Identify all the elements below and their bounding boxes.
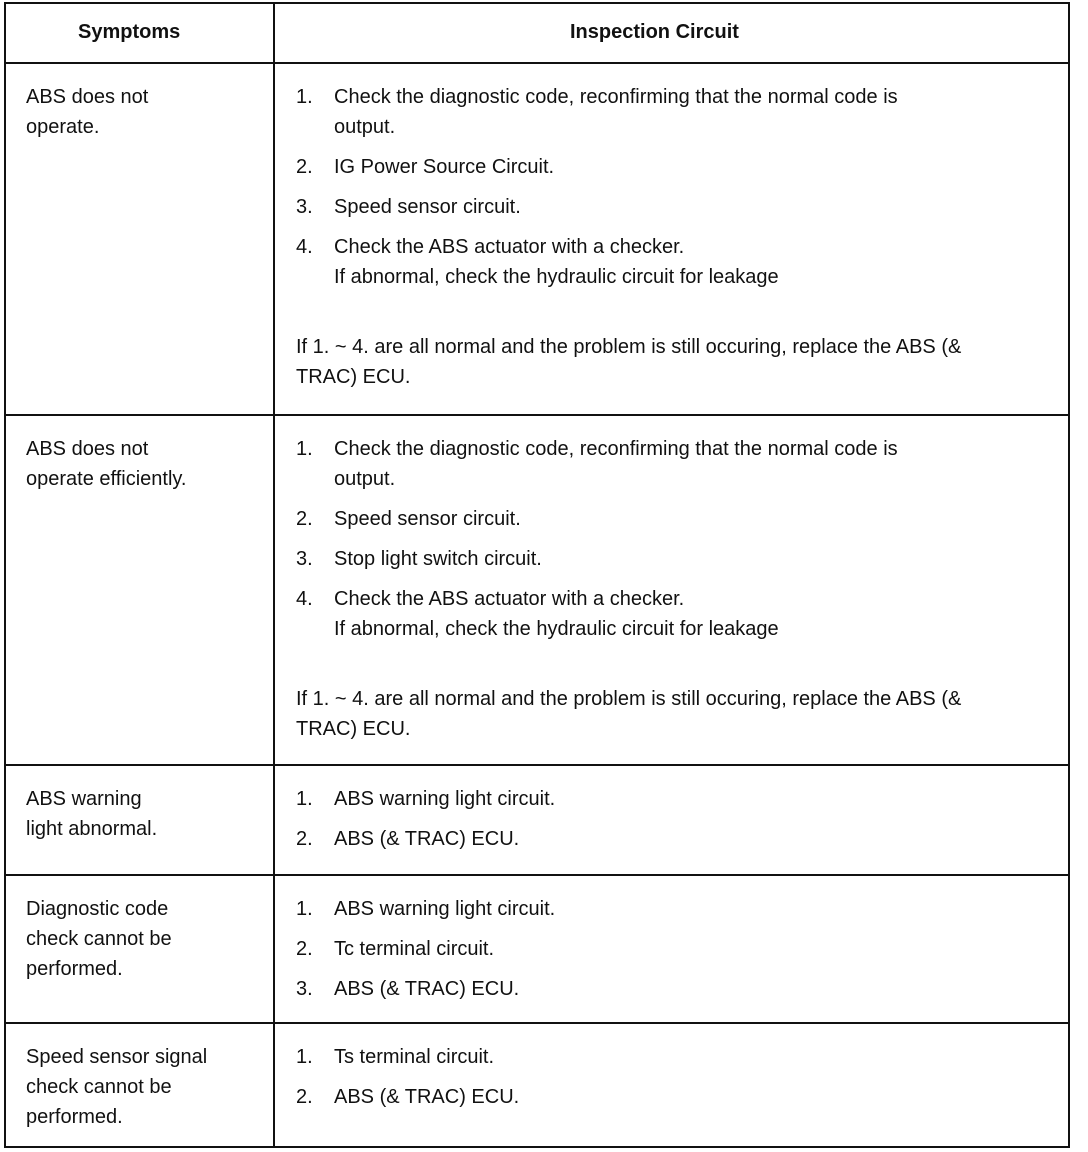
item-number: 3.: [296, 548, 313, 570]
item-number: 1.: [296, 898, 313, 920]
list-item: [296, 784, 1028, 814]
item-number: 1.: [296, 438, 313, 460]
list-item: [296, 434, 1028, 494]
item-text: ABS warning light circuit.: [334, 898, 556, 920]
list-item: [296, 82, 1028, 142]
symptom-cell: ABS does not operate efficiently.: [26, 438, 187, 490]
item-text: Ts terminal circuit.: [334, 1046, 495, 1068]
item-number: 2.: [296, 156, 313, 178]
list-item: [296, 504, 1028, 534]
symptoms-header: Symptoms: [78, 21, 181, 43]
item-text: ABS warning light circuit.: [334, 788, 556, 810]
symptom-table: [4, 2, 1070, 1148]
item-number: 1.: [296, 1046, 313, 1068]
item-number: 2.: [296, 828, 313, 850]
list-item: [296, 192, 1028, 222]
item-text: ABS (& TRAC) ECU.: [334, 828, 520, 850]
table-row: [6, 62, 1068, 414]
inspection-list: [296, 434, 1028, 654]
list-item: [296, 1082, 1028, 1112]
item-number: 3.: [296, 196, 313, 218]
inspection-list: [296, 1042, 1028, 1122]
item-number: 2.: [296, 938, 313, 960]
replace-ecu-note: If 1. ~ 4. are all normal and the problem is still occuring, replace the ABS (& TRAC) ECU.: [296, 688, 962, 740]
item-text: Check the diagnostic code, reconfirming that the normal code is output.: [334, 86, 898, 138]
item-number: 1.: [296, 788, 313, 810]
item-text: ABS (& TRAC) ECU.: [334, 978, 520, 1000]
item-number: 2.: [296, 1086, 313, 1108]
symptom-cell: Speed sensor signal check cannot be performed.: [26, 1046, 208, 1128]
item-number: 2.: [296, 508, 313, 530]
item-number: 4.: [296, 588, 313, 610]
table-row: [6, 764, 1068, 874]
header-row: [6, 4, 1068, 62]
item-number: 1.: [296, 86, 313, 108]
list-item: [296, 974, 1028, 1004]
inspection-list: [296, 82, 1028, 302]
item-number: 4.: [296, 236, 313, 258]
item-text: Speed sensor circuit.: [334, 196, 521, 218]
list-item: [296, 584, 1028, 644]
item-text: Stop light switch circuit.: [334, 548, 542, 570]
symptom-cell: ABS warning light abnormal.: [26, 788, 158, 840]
list-item: [296, 894, 1028, 924]
item-text: Check the ABS actuator with a checker. If abnormal, check the hydraulic circuit for leakage: [334, 588, 779, 640]
item-text: Check the ABS actuator with a checker. If abnormal, check the hydraulic circuit for leakage: [334, 236, 779, 288]
item-text: ABS (& TRAC) ECU.: [334, 1086, 520, 1108]
inspection-list: [296, 894, 1028, 1014]
replace-ecu-note: If 1. ~ 4. are all normal and the problem is still occuring, replace the ABS (& TRAC) ECU.: [296, 336, 962, 388]
list-item: [296, 824, 1028, 854]
table-row: [6, 874, 1068, 1022]
list-item: [296, 934, 1028, 964]
item-text: IG Power Source Circuit.: [334, 156, 555, 178]
list-item: [296, 1042, 1028, 1072]
symptom-cell: Diagnostic code check cannot be performed.: [26, 898, 172, 980]
symptom-cell: ABS does not operate.: [26, 86, 149, 138]
table-row: [6, 414, 1068, 764]
table-row: [6, 1022, 1068, 1146]
list-item: [296, 152, 1028, 182]
item-text: Check the diagnostic code, reconfirming that the normal code is output.: [334, 438, 898, 490]
item-text: Tc terminal circuit.: [334, 938, 495, 960]
item-text: Speed sensor circuit.: [334, 508, 521, 530]
list-item: [296, 544, 1028, 574]
item-number: 3.: [296, 978, 313, 1000]
inspection-header: Inspection Circuit: [570, 21, 739, 43]
list-item: [296, 232, 1028, 292]
inspection-list: [296, 784, 1028, 864]
